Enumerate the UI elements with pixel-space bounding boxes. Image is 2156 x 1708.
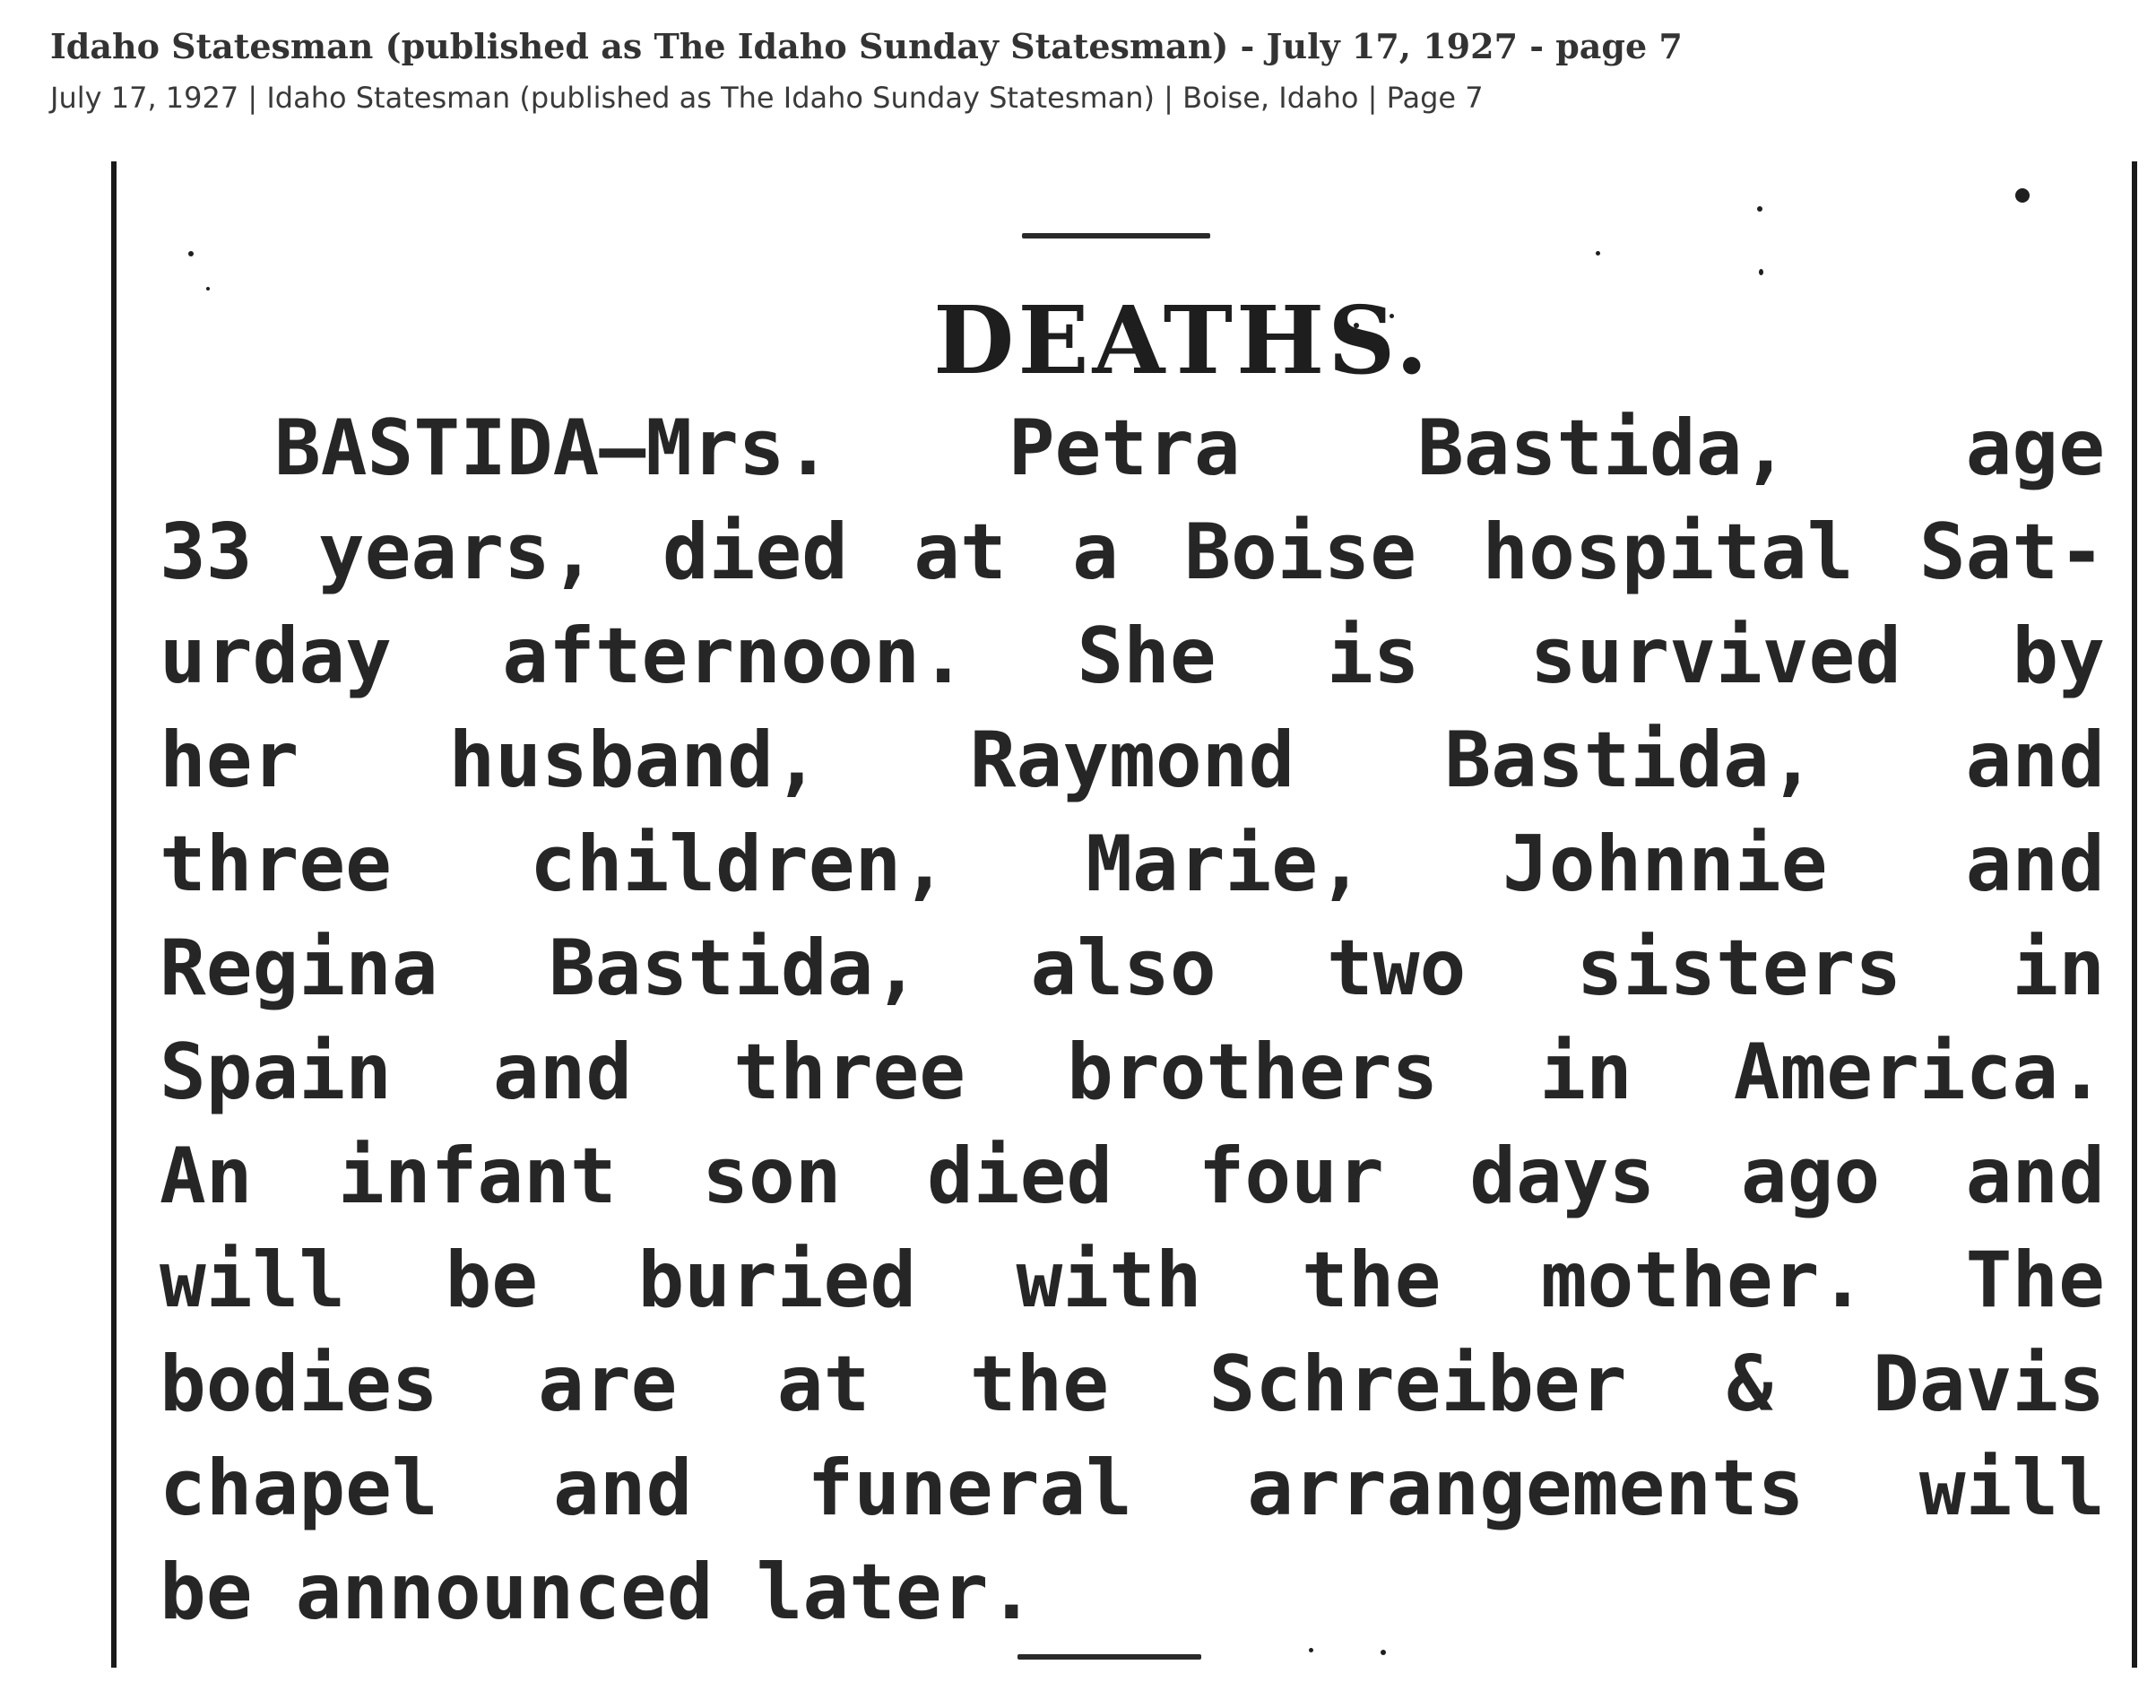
text-line: [160, 916, 2105, 1020]
text-line: [160, 1228, 2105, 1332]
ink-speck: [1381, 1650, 1386, 1655]
text-word: at: [776, 1340, 870, 1429]
ink-speck: [1309, 1648, 1313, 1652]
text-word: be: [445, 1235, 539, 1325]
text-word: buried: [637, 1235, 917, 1325]
article-title: Idaho Statesman (published as The Idaho Sunday Statesman) - July 17, 1927 - page 7: [50, 26, 1683, 66]
text-word: three: [160, 819, 392, 909]
text-word: Sat-: [1918, 507, 2105, 597]
text-word: Raymond: [969, 715, 1295, 805]
bottom-rule: [1017, 1654, 1201, 1660]
text-word: four: [1198, 1131, 1384, 1221]
text-word: days: [1469, 1131, 1656, 1221]
text-line: [160, 1124, 2105, 1228]
text-word: age: [1965, 403, 2105, 493]
text-word: the: [969, 1340, 1110, 1429]
text-word: sisters: [1576, 923, 1902, 1013]
text-word: chapel: [160, 1444, 438, 1533]
article-citation: July 17, 1927 | Idaho Statesman (published as The Idaho Sunday Statesman) | Boise, Idaho | Page 7: [50, 81, 1484, 115]
ink-speck: [1759, 269, 1763, 275]
text-line: [160, 604, 2105, 708]
text-word: and: [492, 1027, 633, 1117]
ink-speck: [2015, 188, 2030, 203]
text-word: with: [1016, 1235, 1202, 1325]
text-word: in: [2012, 923, 2105, 1013]
text-line: [160, 1540, 2105, 1644]
text-word: Spain: [160, 1027, 392, 1117]
text-word: and: [1965, 1131, 2105, 1221]
text-word: by: [2012, 611, 2105, 701]
text-word: is: [1326, 611, 1420, 701]
text-word: BASTIDA—Mrs.: [274, 403, 832, 493]
text-word: announced: [295, 1548, 714, 1637]
text-line: [160, 812, 2105, 916]
text-word: husband,: [448, 715, 820, 805]
text-word: children,: [530, 819, 948, 909]
text-line: [160, 1436, 2105, 1540]
text-word: two: [1326, 923, 1467, 1013]
newspaper-clipping: [111, 161, 2137, 1668]
page-header: [50, 23, 2112, 118]
text-word: Marie,: [1086, 819, 1364, 909]
text-line: [160, 1020, 2105, 1124]
text-word: died: [927, 1131, 1113, 1221]
obituary-text: [160, 396, 2105, 1644]
text-word: her: [160, 715, 299, 805]
ink-speck: [188, 251, 194, 256]
text-word: and: [552, 1444, 693, 1533]
text-line: [160, 1332, 2105, 1436]
text-word: in: [1539, 1027, 1632, 1117]
ink-speck: [1596, 251, 1600, 256]
text-word: Petra: [1008, 403, 1241, 493]
text-word: infant: [338, 1131, 617, 1221]
text-line: [160, 396, 2105, 500]
text-word: at: [913, 507, 1007, 597]
text-word: She: [1077, 611, 1217, 701]
ink-speck: [1757, 206, 1762, 212]
text-word: The: [1965, 1235, 2105, 1325]
text-word: Regina: [160, 923, 438, 1013]
text-word: died: [662, 507, 848, 597]
text-word: a: [1072, 507, 1119, 597]
text-word: be: [160, 1548, 253, 1637]
text-word: later.: [756, 1548, 1035, 1637]
text-word: hospital: [1482, 507, 1854, 597]
text-word: Bastida,: [549, 923, 921, 1013]
text-word: Schreiber: [1208, 1340, 1627, 1429]
text-word: afternoon.: [502, 611, 966, 701]
text-word: Davis: [1873, 1340, 2105, 1429]
text-word: ago: [1740, 1131, 1881, 1221]
text-word: bodies: [160, 1340, 438, 1429]
text-word: funeral: [807, 1444, 1132, 1533]
text-word: Bastida,: [1417, 403, 1789, 493]
text-word: survived: [1529, 611, 1902, 701]
top-rule: [1022, 233, 1210, 238]
text-word: &: [1726, 1340, 1773, 1429]
text-word: and: [1965, 715, 2105, 805]
text-word: three: [733, 1027, 966, 1117]
text-word: brothers: [1067, 1027, 1439, 1117]
text-word: Johnnie: [1502, 819, 1828, 909]
text-word: are: [538, 1340, 678, 1429]
text-word: Boise: [1184, 507, 1417, 597]
text-word: mother.: [1540, 1235, 1866, 1325]
text-word: son: [702, 1131, 842, 1221]
text-word: will: [160, 1235, 346, 1325]
text-word: will: [1918, 1444, 2105, 1533]
text-word: also: [1030, 923, 1217, 1013]
section-headline: DEATHS.: [933, 285, 1432, 395]
text-word: the: [1302, 1235, 1442, 1325]
text-word: Bastida,: [1444, 715, 1816, 805]
text-word: years,: [317, 507, 597, 597]
text-line: [160, 500, 2105, 604]
text-word: 33: [160, 507, 253, 597]
text-word: America.: [1733, 1027, 2105, 1117]
text-word: An: [160, 1131, 253, 1221]
text-word: urday: [160, 611, 392, 701]
text-line: [160, 708, 2105, 812]
text-word: and: [1965, 819, 2105, 909]
text-word: arrangements: [1247, 1444, 1805, 1533]
